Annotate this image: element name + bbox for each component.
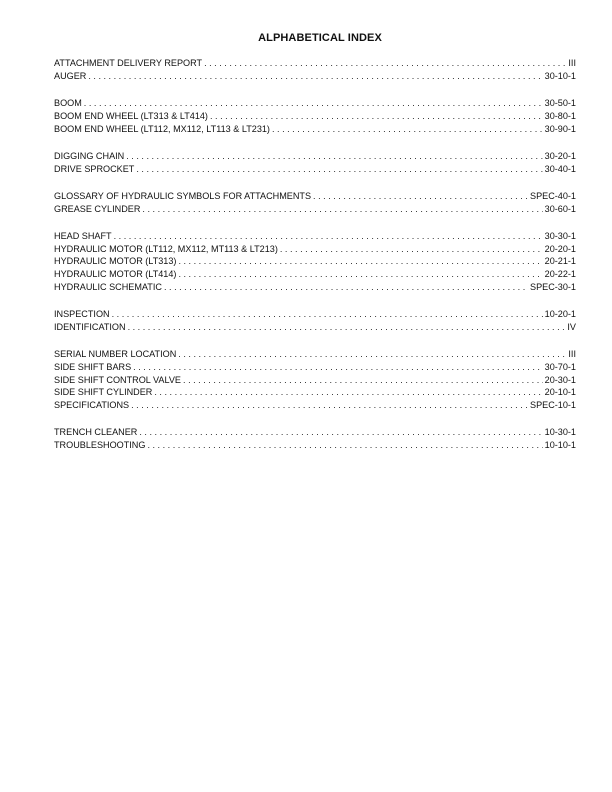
index-entry-title: SERIAL NUMBER LOCATION [54, 349, 177, 359]
dot-leader [178, 268, 542, 281]
index-entry[interactable] [54, 439, 576, 452]
index-entry-title: DIGGING CHAIN [54, 150, 125, 161]
index-entry-page-ref: 20-20-1 [544, 243, 576, 254]
index-entry[interactable] [54, 57, 576, 70]
alphabetical-index-list [54, 57, 576, 466]
index-entry-page-ref: SPEC-10-1 [530, 400, 576, 410]
dot-leader [178, 255, 542, 268]
index-entry-page-ref: 30-50-1 [544, 98, 576, 108]
index-entry[interactable] [54, 163, 576, 176]
dot-leader [136, 163, 542, 176]
index-entry-page-ref: SPEC-40-1 [530, 190, 576, 201]
dot-leader [139, 426, 542, 439]
index-entry[interactable] [54, 255, 576, 268]
index-entry-title: GLOSSARY OF HYDRAULIC SYMBOLS FOR ATTACHMENTS [54, 190, 312, 201]
dot-leader [133, 361, 542, 374]
index-entry-title: HYDRAULIC SCHEMATIC [54, 281, 162, 292]
dot-leader [112, 308, 543, 321]
index-entry-page-ref: 30-20-1 [544, 150, 576, 161]
index-entry[interactable] [54, 374, 576, 387]
index-group [54, 57, 576, 83]
index-entry-page-ref: 30-30-1 [544, 230, 576, 241]
dot-leader [142, 203, 542, 216]
dot-leader [204, 57, 566, 70]
index-entry-title: TRENCH CLEANER [54, 427, 138, 438]
index-entry-title: HYDRAULIC MOTOR (LT414) [54, 269, 177, 279]
index-entry[interactable] [54, 426, 576, 439]
dot-leader [126, 150, 542, 163]
index-entry-page-ref: SPEC-30-1 [530, 281, 576, 292]
index-entry-title: DRIVE SPROCKET [54, 163, 135, 174]
index-entry-title: AUGER [54, 70, 87, 81]
dot-leader [272, 123, 543, 136]
index-group [54, 308, 576, 334]
index-entry[interactable] [54, 268, 576, 281]
index-entry-page-ref: IV [567, 321, 576, 332]
index-entry[interactable] [54, 70, 576, 83]
index-entry[interactable] [54, 150, 576, 163]
index-entry[interactable] [54, 321, 576, 334]
index-entry[interactable] [54, 230, 576, 243]
index-entry-page-ref: 20-22-1 [544, 269, 576, 279]
index-entry-page-ref: 30-40-1 [544, 163, 576, 174]
index-entry-title: SIDE SHIFT CONTROL VALVE [54, 374, 182, 385]
index-entry-page-ref: 30-90-1 [544, 123, 576, 134]
index-entry[interactable] [54, 243, 576, 256]
index-entry-page-ref: III [568, 349, 576, 359]
index-entry-title: GREASE CYLINDER [54, 203, 141, 214]
index-entry[interactable] [54, 203, 576, 216]
dot-leader [178, 348, 566, 361]
index-entry-title: SIDE SHIFT CYLINDER [54, 387, 153, 398]
index-entry-page-ref: 20-10-1 [544, 387, 576, 398]
index-group [54, 426, 576, 452]
dot-leader [131, 399, 528, 412]
index-entry-title: SPECIFICATIONS [54, 400, 130, 410]
index-entry-title: BOOM END WHEEL (LT112, MX112, LT113 & LT231) [54, 123, 270, 134]
index-entry-page-ref: III [568, 58, 576, 68]
index-entry-page-ref: 30-80-1 [544, 110, 576, 121]
index-entry-title: SIDE SHIFT BARS [54, 361, 132, 372]
index-entry-title: HEAD SHAFT [54, 230, 112, 241]
index-entry-page-ref: 30-10-1 [544, 70, 576, 81]
dot-leader [114, 230, 543, 243]
index-entry-page-ref: 30-60-1 [544, 203, 576, 214]
dot-leader [154, 386, 542, 399]
index-entry-page-ref: 20-21-1 [544, 256, 576, 267]
index-entry-title: HYDRAULIC MOTOR (LT112, MX112, MT113 & LT213) [54, 243, 278, 254]
dot-leader [313, 190, 528, 203]
dot-leader [210, 110, 543, 123]
index-group [54, 150, 576, 176]
index-entry[interactable] [54, 97, 576, 110]
index-entry[interactable] [54, 386, 576, 399]
index-entry[interactable] [54, 361, 576, 374]
dot-leader [88, 70, 542, 83]
index-entry[interactable] [54, 110, 576, 123]
index-group [54, 230, 576, 294]
index-entry[interactable] [54, 399, 576, 412]
index-group [54, 348, 576, 412]
index-group [54, 190, 576, 216]
index-entry-title: BOOM END WHEEL (LT313 & LT414) [54, 110, 208, 121]
page-title: ALPHABETICAL INDEX [258, 32, 382, 44]
index-entry[interactable] [54, 190, 576, 203]
index-entry-page-ref: 20-30-1 [544, 374, 576, 385]
dot-leader [164, 281, 528, 294]
index-entry-page-ref: 10-20-1 [544, 309, 576, 319]
dot-leader [183, 374, 543, 387]
index-entry[interactable] [54, 281, 576, 294]
dot-leader [84, 97, 543, 110]
index-entry-page-ref: 10-30-1 [544, 427, 576, 438]
index-entry-title: ATTACHMENT DELIVERY REPORT [54, 58, 203, 68]
index-entry-title: INSPECTION [54, 309, 110, 319]
index-entry-title: HYDRAULIC MOTOR (LT313) [54, 256, 177, 267]
index-entry-title: TROUBLESHOOTING [54, 440, 146, 450]
index-entry-page-ref: 10-10-1 [544, 440, 576, 450]
dot-leader [280, 243, 543, 256]
dot-leader [128, 321, 566, 334]
dot-leader [147, 439, 542, 452]
index-entry-title: IDENTIFICATION [54, 321, 126, 332]
index-entry-page-ref: 30-70-1 [544, 361, 576, 372]
index-entry[interactable] [54, 123, 576, 136]
index-entry[interactable] [54, 308, 576, 321]
index-group [54, 97, 576, 135]
index-entry-title: BOOM [54, 98, 82, 108]
index-entry[interactable] [54, 348, 576, 361]
